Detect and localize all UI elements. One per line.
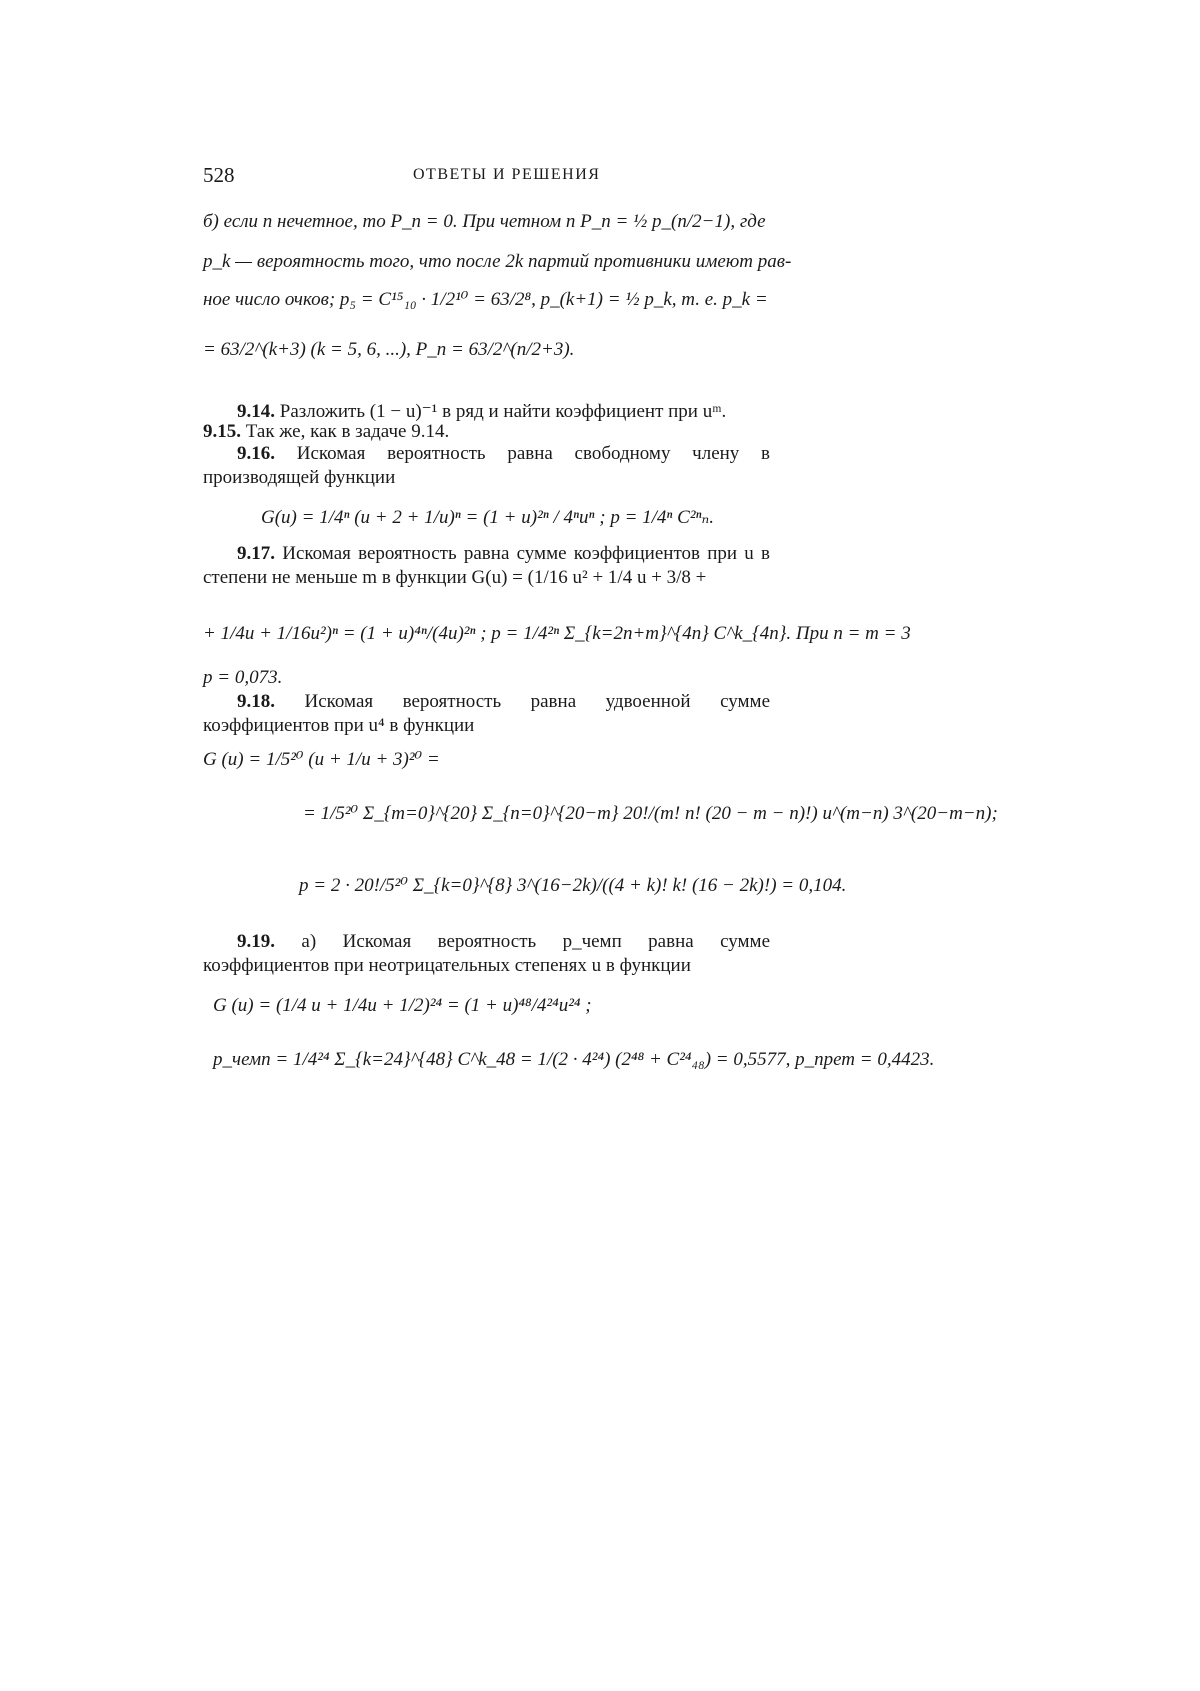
formula-text: + 1/4u + 1/16u²)ⁿ = (1 + u)⁴ⁿ/(4u)²ⁿ ; p = 1/4²ⁿ Σ_{k=2n+m}^{4n} C^k_{4n}. При n = m = 3	[203, 623, 911, 644]
line-text: ное число очков; p₅ = C¹⁵₁₀ · 1/2¹⁰ = 63/2⁸, p_(k+1) = ½ p_k, т. е. p_k =	[203, 289, 768, 310]
answer-9-15	[203, 420, 770, 444]
formula-text: = 1/5²⁰ Σ_{m=0}^{20} Σ_{n=0}^{20−m} 20!/(m! n! (20 − m − n)!) u^(m−n) 3^(20−m−n);	[303, 803, 998, 824]
answer-9-16	[203, 442, 771, 528]
formula-9-18-3	[299, 874, 846, 898]
answer-9-13b-line-4	[203, 338, 574, 362]
answer-9-17-paragraph	[203, 542, 770, 590]
problem-number: 9.17.	[237, 543, 275, 564]
problem-number: 9.19.	[237, 931, 275, 952]
answer-text: Так же, как в задаче 9.14.	[245, 421, 450, 442]
page-number: 528	[203, 163, 235, 187]
line-text: p_k — вероятность того, что после 2k партий противники имеют рав-	[203, 251, 792, 272]
answer-9-15-paragraph	[203, 420, 770, 444]
answer-9-17	[203, 542, 911, 688]
problem-number: 9.15.	[203, 421, 241, 442]
answer-9-13b-line-2	[203, 250, 791, 274]
answer-9-13b-line-3	[203, 288, 768, 312]
line-text: б) если n нечетное, то P_n = 0. При четном n P_n = ½ p_(n/2−1), где	[203, 211, 766, 232]
formula-text: G (u) = 1/5²⁰ (u + 1/u + 3)²⁰ =	[203, 749, 440, 770]
line-text: = 63/2^(k+3) (k = 5, 6, ...), P_n = 63/2^(n/2+3).	[203, 339, 575, 360]
answer-9-19	[203, 930, 935, 1070]
formula-9-17	[203, 622, 911, 646]
answer-text: Разложить (1 − u)⁻¹ в ряд и найти коэффициент при uᵐ.	[279, 401, 727, 422]
problem-number: 9.18.	[237, 691, 275, 712]
running-title: ОТВЕТЫ И РЕШЕНИЯ	[413, 166, 601, 183]
formula-9-19-1	[213, 994, 592, 1018]
formula-text: p = 2 · 20!/5²⁰ Σ_{k=0}^{8} 3^(16−2k)/((4 + k)! k! (16 − 2k)!) = 0,104.	[299, 875, 847, 896]
answer-9-13b-line-1	[203, 210, 766, 234]
answer-9-18-paragraph	[203, 690, 770, 738]
answer-9-18	[203, 690, 998, 896]
answer-text: а) Искомая вероятность p_чемп равна сумме коэффициентов при неотрицательных степенях u в функции	[203, 931, 771, 976]
formula-9-19-2	[213, 1048, 934, 1072]
page-header	[203, 163, 770, 191]
answer-9-16-paragraph	[203, 442, 770, 490]
formula-text: G (u) = (1/4 u + 1/4u + 1/2)²⁴ = (1 + u)⁴⁸/4²⁴u²⁴ ;	[213, 995, 592, 1016]
result-9-17	[203, 666, 282, 690]
answer-text: Искомая вероятность равна удвоенной сумме коэффициентов при u⁴ в функции	[203, 691, 771, 736]
formula-text: G(u) = 1/4ⁿ (u + 2 + 1/u)ⁿ = (1 + u)²ⁿ / 4ⁿuⁿ ; p = 1/4ⁿ C²ⁿₙ.	[261, 507, 714, 528]
answer-9-19-paragraph	[203, 930, 770, 978]
formula-9-18-1	[203, 748, 440, 772]
problem-number: 9.14.	[237, 401, 275, 422]
problem-number: 9.16.	[237, 443, 275, 464]
answer-text: Искомая вероятность равна сумме коэффициентов при u в степени не меньше m в функции G(u) = (1/16 u² + 1/4 u + 3/8 +	[203, 543, 771, 588]
formula-9-16	[261, 506, 714, 530]
formula-text: p_чемп = 1/4²⁴ Σ_{k=24}^{48} C^k_48 = 1/(2 · 4²⁴) (2⁴⁸ + C²⁴₄₈) = 0,5577, p_прет = 0,4423.	[213, 1049, 935, 1070]
answer-text: Искомая вероятность равна свободному члену в производящей функции	[203, 443, 771, 488]
result-text: p = 0,073.	[203, 667, 283, 688]
formula-9-18-2	[303, 802, 998, 826]
